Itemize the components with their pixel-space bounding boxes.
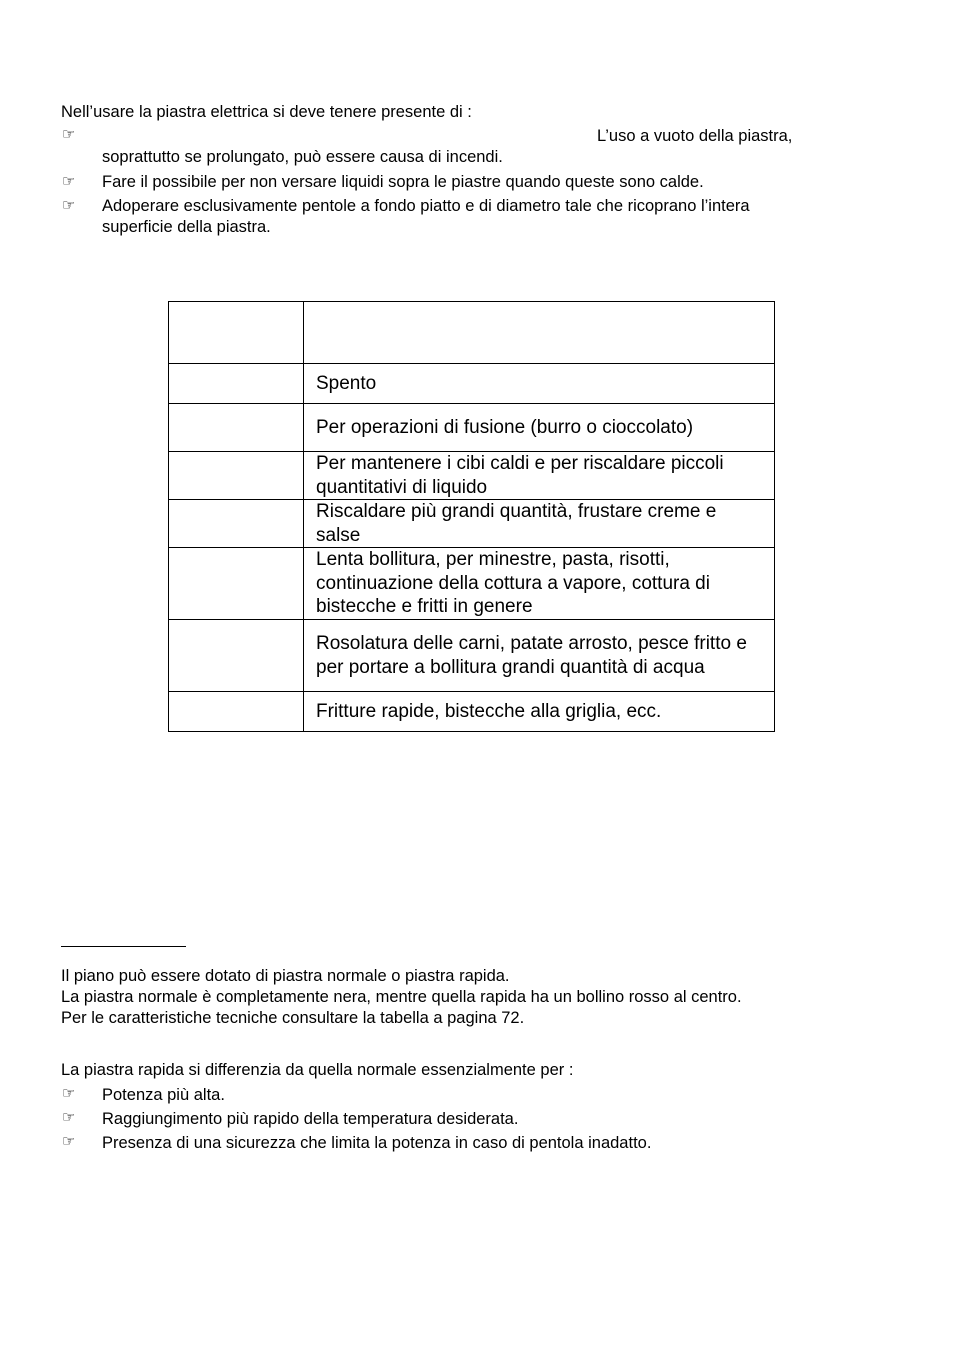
description-cell: Lenta bollitura, per minestre, pasta, risotti, continuazione della cottura a vapore, cottura di bistecche e fritti in genere <box>304 548 775 620</box>
description-cell <box>304 302 775 364</box>
description-cell: Per operazioni di fusione (burro o cioccolato) <box>304 404 775 452</box>
description-cell: Riscaldare più grandi quantità, frustare creme e salse <box>304 500 775 548</box>
pointing-hand-icon: ☞ <box>62 196 76 214</box>
pointing-hand-icon: ☞ <box>62 1108 76 1126</box>
pointing-hand-icon: ☞ <box>62 172 76 190</box>
table-row <box>169 452 775 500</box>
pointing-hand-icon: ☞ <box>62 1132 76 1150</box>
pointing-hand-icon: ☞ <box>62 125 76 143</box>
level-cell <box>169 452 304 500</box>
rapid-bullet-1: Potenza più alta. <box>102 1086 225 1104</box>
info-line-1: Il piano può essere dotato di piastra normale o piastra rapida. <box>61 967 510 985</box>
table-row <box>169 364 775 404</box>
description-cell: Per mantenere i cibi caldi e per riscaldare piccoli quantitativi di liquido <box>304 452 775 500</box>
intro-bullet-3-line-2: superficie della piastra. <box>102 218 271 236</box>
level-cell <box>169 692 304 732</box>
table-row <box>169 692 775 732</box>
info-line-3: Per le caratteristiche tecniche consultare la tabella a pagina 72. <box>61 1009 525 1027</box>
heat-level-table <box>168 301 775 732</box>
intro-bullet-3-line-1: Adoperare esclusivamente pentole a fondo piatto e di diametro tale che ricoprano l’intera <box>102 197 750 215</box>
level-cell <box>169 302 304 364</box>
table-header-row <box>169 302 775 364</box>
table-row <box>169 404 775 452</box>
intro-heading: Nell’usare la piastra elettrica si deve tenere presente di : <box>61 103 472 121</box>
table-row <box>169 500 775 548</box>
level-cell <box>169 500 304 548</box>
rapid-bullet-2: Raggiungimento più rapido della temperatura desiderata. <box>102 1110 519 1128</box>
table-row <box>169 620 775 692</box>
intro-bullet-2: Fare il possibile per non versare liquidi sopra le piastre quando queste sono calde. <box>102 173 704 191</box>
table-row <box>169 548 775 620</box>
rapid-heading: La piastra rapida si differenzia da quella normale essenzialmente per : <box>61 1061 574 1079</box>
level-cell <box>169 620 304 692</box>
intro-bullet-1-line-1: L’uso a vuoto della piastra, <box>597 127 793 145</box>
level-cell <box>169 364 304 404</box>
level-cell <box>169 404 304 452</box>
section-divider <box>61 946 186 947</box>
description-cell: Fritture rapide, bistecche alla griglia, ecc. <box>304 692 775 732</box>
info-line-2: La piastra normale è completamente nera, mentre quella rapida ha un bollino rosso al centro. <box>61 988 742 1006</box>
level-cell <box>169 548 304 620</box>
intro-bullet-1-line-2: soprattutto se prolungato, può essere causa di incendi. <box>102 148 503 166</box>
pointing-hand-icon: ☞ <box>62 1084 76 1102</box>
description-cell: Spento <box>304 364 775 404</box>
rapid-bullet-3: Presenza di una sicurezza che limita la potenza in caso di pentola inadatto. <box>102 1134 652 1152</box>
description-cell: Rosolatura delle carni, patate arrosto, pesce fritto e per portare a bollitura grandi quantità di acqua <box>304 620 775 692</box>
